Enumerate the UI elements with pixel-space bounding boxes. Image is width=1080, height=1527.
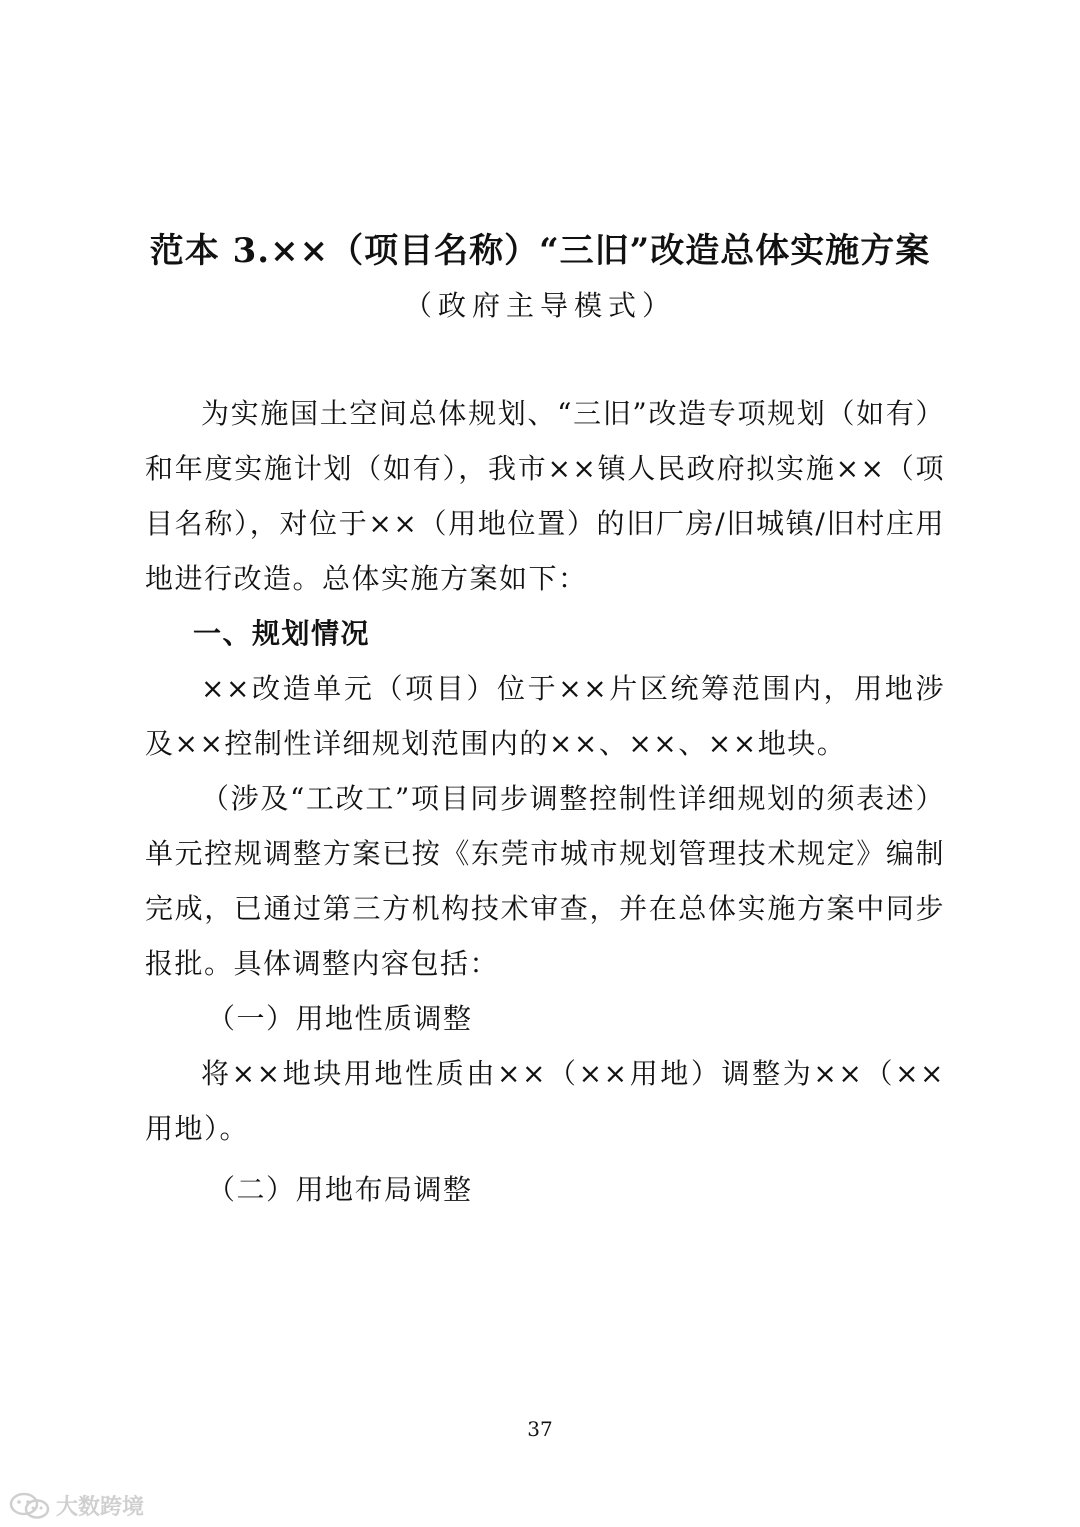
land-use-paragraph: 将××地块用地性质由××（××用地）调整为××（××用地）。 <box>145 1057 945 1145</box>
document-body <box>145 386 945 1217</box>
intro-paragraph: 为实施国土空间总体规划、“三旧”改造专项规划（如有）和年度实施计划（如有），我市××镇人民政府拟实施××（项目名称），对位于××（用地位置）的旧厂房/旧城镇/旧村庄用地进行改造。总体实施方案如下： <box>145 397 945 595</box>
planning-paragraph-2: （涉及“工改工”项目同步调整控制性详细规划的须表述）单元控规调整方案已按《东莞市城市规划管理技术规定》编制完成，已通过第三方机构技术审查，并在总体实施方案中同步报批。具体调整内容包括： <box>145 782 945 980</box>
watermark <box>8 1490 144 1521</box>
document-subtitle: （政府主导模式） <box>403 289 676 322</box>
section-heading-planning: 一、规划情况 <box>193 617 371 650</box>
document-title: 范本 3.××（项目名称）“三旧”改造总体实施方案 <box>149 231 931 271</box>
subsection-heading-land-use: （一）用地性质调整 <box>207 1002 473 1035</box>
page-number: 37 <box>527 1417 553 1441</box>
subsection-heading-layout: （二）用地布局调整 <box>207 1173 473 1206</box>
watermark-text: 大数跨境 <box>56 1495 145 1520</box>
planning-paragraph-1: ××改造单元（项目）位于××片区统筹范围内，用地涉及××控制性详细规划范围内的××、××、××地块。 <box>145 672 945 760</box>
wechat-logo-icon <box>8 1491 52 1521</box>
